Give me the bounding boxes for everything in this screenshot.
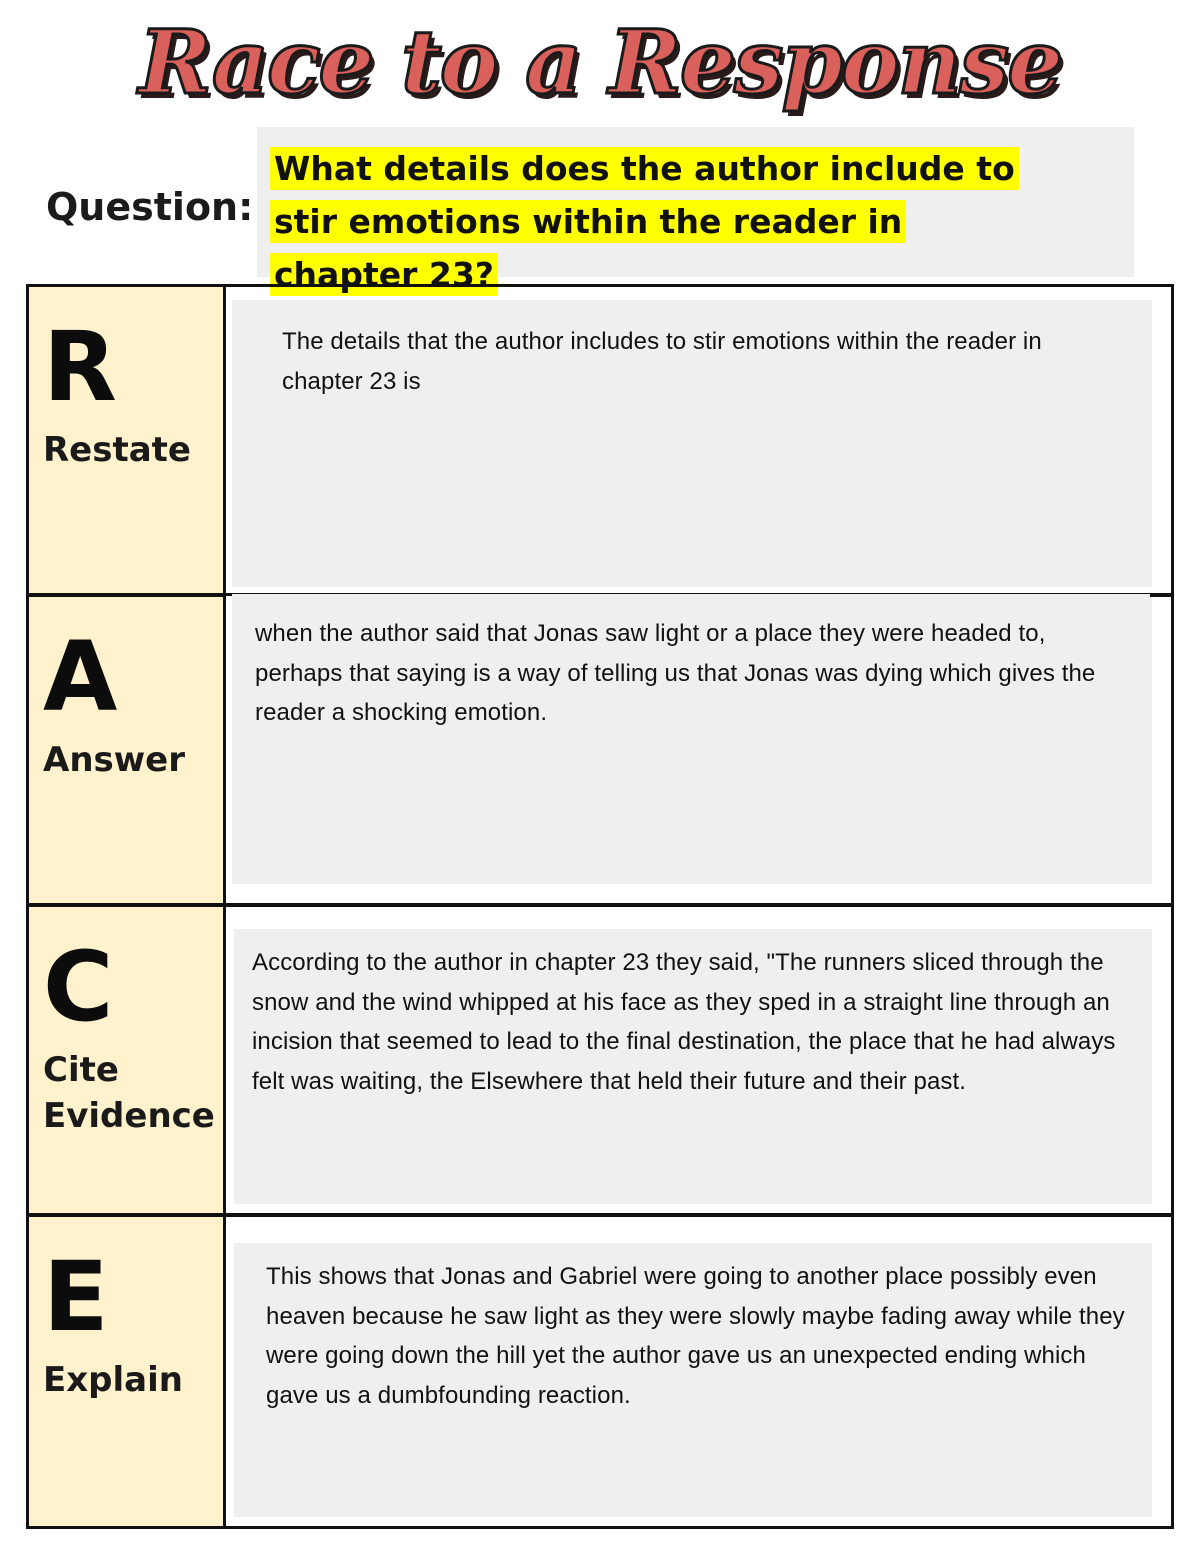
question-label: Question: (46, 185, 254, 229)
letter-c: C (43, 931, 114, 1043)
label-cite-evidence: Cite Evidence (43, 1050, 215, 1136)
label-restate: Restate (43, 430, 191, 470)
race-table (26, 284, 1174, 1529)
page-title: Race to a Response (138, 10, 1062, 114)
content-cell-answer (226, 594, 1174, 906)
content-cell-restate (226, 284, 1174, 596)
restate-response-box[interactable] (232, 300, 1152, 587)
explain-response-text: This shows that Jonas and Gabriel were going to another place possibly even heaven because he saw light as they were slowly maybe fading away while they were going down the hill yet the author gave us an unexpected ending which gave us a dumbfounding reaction. (266, 1263, 1125, 1409)
content-cell-explain (226, 1214, 1174, 1529)
label-answer: Answer (43, 740, 185, 780)
race-row-explain (26, 1214, 1174, 1529)
race-row-restate (26, 284, 1174, 596)
answer-response-text: when the author said that Jonas saw light or a place they were headed to, perhaps that saying is a way of telling us that Jonas was dying which gives the reader a shocking emotion. (255, 620, 1096, 726)
table-edge-tab (1150, 594, 1174, 597)
restate-response-text: The details that the author includes to stir emotions within the reader in chapter 23 is (282, 328, 1042, 395)
question-highlight: What details does the author include to stir emotions within the reader in chapter 23? (270, 147, 1019, 296)
letter-a: A (43, 621, 118, 733)
question-text (270, 142, 1030, 301)
explain-response-box[interactable] (234, 1243, 1152, 1517)
letter-cell-restate (26, 284, 226, 596)
answer-response-box[interactable] (232, 594, 1152, 884)
cite-response-box[interactable] (234, 929, 1152, 1204)
cite-response-text: According to the author in chapter 23 they said, "The runners sliced through the snow and the wind whipped at his face as they sped in a straight line through an incision that seemed to lead to the final destination, the place that he had always felt was waiting, the Elsewhere that held their future and their past. (252, 949, 1116, 1095)
letter-cell-answer (26, 594, 226, 906)
letter-cell-cite (26, 904, 226, 1216)
letter-cell-explain (26, 1214, 226, 1529)
label-explain: Explain (43, 1360, 183, 1400)
letter-e: E (43, 1241, 109, 1353)
content-cell-cite (226, 904, 1174, 1216)
race-row-answer (26, 594, 1174, 906)
letter-r: R (43, 311, 117, 423)
race-row-cite-evidence (26, 904, 1174, 1216)
